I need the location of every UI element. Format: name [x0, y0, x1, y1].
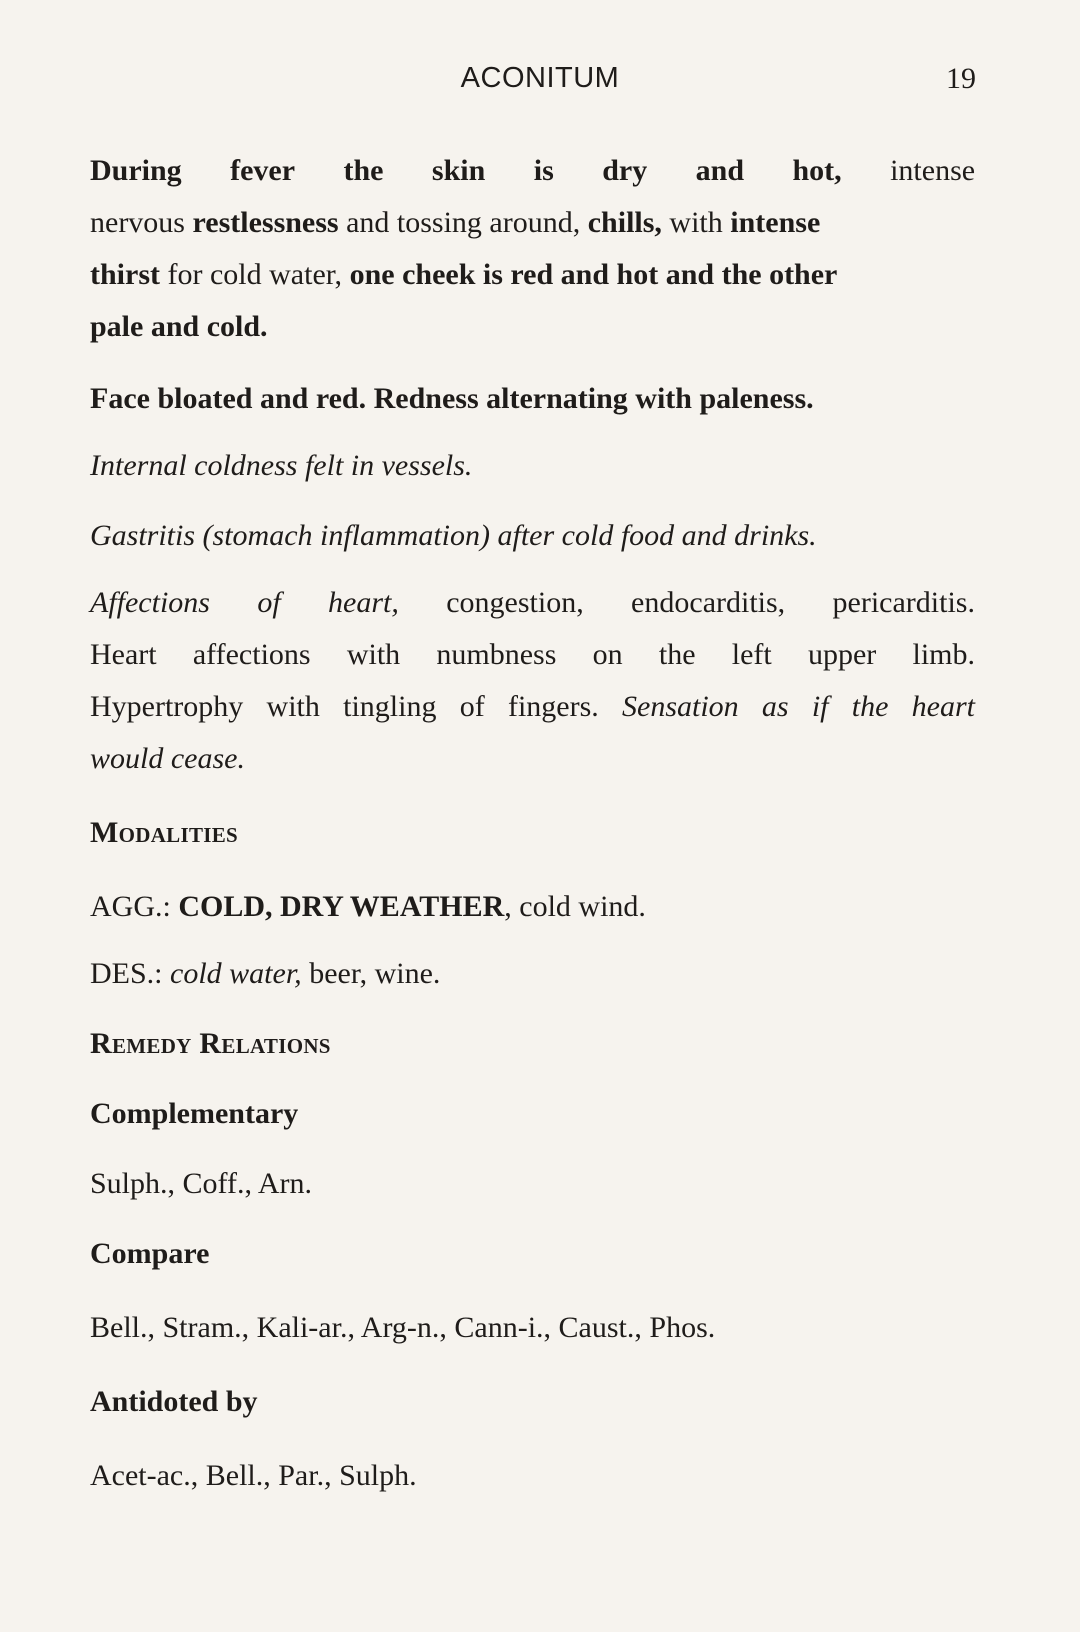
gastritis-paragraph: Gastritis (stomach inflammation) after cold food and drinks. [90, 519, 817, 552]
fever-line-3 [90, 249, 975, 301]
coldness-paragraph: Internal coldness felt in vessels. [90, 449, 473, 482]
text: nervous [90, 206, 193, 239]
heart-paragraph [90, 577, 975, 785]
text: , cold wind. [504, 890, 646, 923]
text-bold: COLD, DRY WEATHER [170, 890, 505, 923]
text: for cold water, [160, 258, 350, 291]
complementary-heading: Complementary [90, 1097, 299, 1130]
page-number: 19 [946, 62, 976, 95]
word: During [90, 154, 182, 187]
compare-list: Bell., Stram., Kali-ar., Arg-n., Cann-i., Caust., Phos. [90, 1311, 716, 1344]
complementary-list: Sulph., Coff., Arn. [90, 1167, 312, 1200]
text: AGG.: [90, 890, 171, 923]
heart-line-1 [90, 577, 975, 629]
word: dry [602, 154, 648, 187]
text-italic: Affections of heart, [90, 586, 399, 619]
text-italic: cold water, [162, 957, 302, 990]
remedy-relations-heading: Remedy Relations [90, 1027, 331, 1060]
text: with [661, 206, 731, 239]
antidoted-list: Acet-ac., Bell., Par., Sulph. [90, 1459, 417, 1492]
running-head-title: ACONITUM [460, 62, 620, 94]
fever-line-1 [90, 145, 975, 197]
fever-line-2 [90, 197, 975, 249]
text: DES.: [90, 957, 163, 990]
heart-line-3 [90, 681, 975, 733]
text-bold: intense [730, 206, 821, 239]
word: and [695, 154, 745, 187]
word: the skin [343, 154, 486, 187]
word: is [533, 154, 554, 187]
fever-line-4: pale and cold. [90, 310, 268, 343]
page-body [90, 145, 975, 1502]
text-bold: restlessness [192, 206, 339, 239]
word: fever [230, 154, 296, 187]
heart-line-4: would cease. [90, 742, 245, 775]
word: intense [890, 154, 976, 187]
text-bold: chills, [587, 206, 662, 239]
heart-line-2: Heart affections with numbness on the left upper limb. [90, 638, 975, 671]
face-paragraph: Face bloated and red. Redness alternating with paleness. [90, 382, 814, 415]
text: and tossing around, [338, 206, 588, 239]
text-bold: one cheek is red and hot and the other [349, 258, 838, 291]
aggravation-line [90, 881, 975, 933]
text: Hypertrophy with tingling of fingers. [90, 690, 623, 723]
compare-heading: Compare [90, 1237, 210, 1270]
antidoted-heading: Antidoted by [90, 1385, 258, 1418]
desire-line [90, 948, 975, 1000]
modalities-heading: Modalities [90, 816, 239, 849]
text-bold: thirst [90, 258, 160, 291]
text: congestion, endocarditis, pericarditis. [398, 586, 975, 619]
text: beer, wine. [301, 957, 441, 990]
text-italic: Sensation as if the heart [622, 690, 975, 723]
word: hot, [792, 154, 842, 187]
